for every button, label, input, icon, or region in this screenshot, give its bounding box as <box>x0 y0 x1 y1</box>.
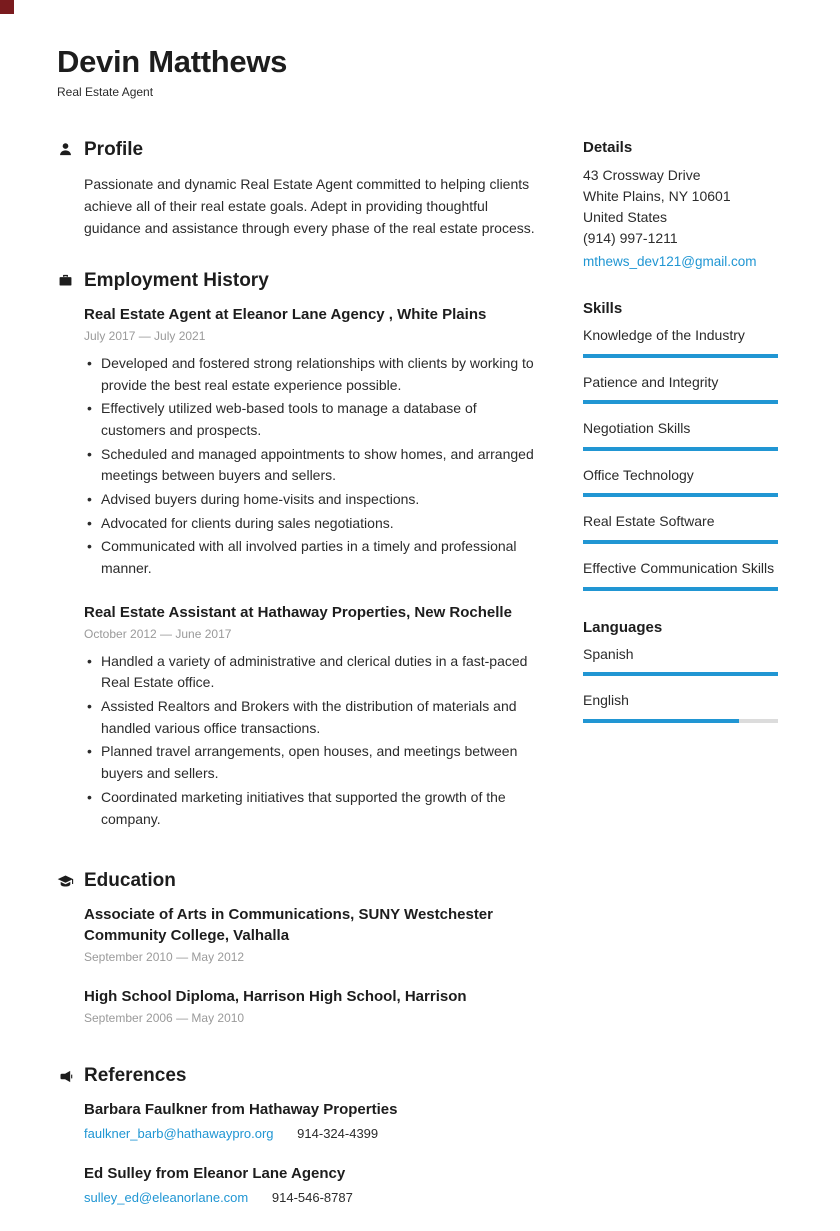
email-link[interactable]: mthews_dev121@gmail.com <box>583 253 757 269</box>
bullet-item: • Communicated with all involved parties in a timely and professional manner. <box>84 536 543 579</box>
language-item <box>583 645 778 677</box>
reference-phone: 914-546-8787 <box>271 1190 353 1206</box>
employment-section <box>57 270 543 830</box>
languages-section <box>583 619 778 723</box>
reference-entry <box>84 1163 543 1205</box>
address-line: White Plains, NY 10601 <box>583 187 731 204</box>
reference-phone: 914-324-4399 <box>297 1126 379 1142</box>
main-column <box>57 139 543 1231</box>
job-dates: July 2017 — July 2021 <box>84 328 206 343</box>
bullet-item: • Handled a variety of administrative and clerical duties in a fast-paced Real Estate office. <box>84 651 543 694</box>
reference-email-link[interactable]: sulley_ed@eleanorlane.com <box>84 1190 249 1206</box>
briefcase-icon <box>57 273 74 288</box>
education-heading: Education <box>84 870 176 892</box>
language-item <box>583 691 778 723</box>
job-title: Real Estate Agent at Eleanor Lane Agency , White Plains <box>84 305 487 323</box>
details-section <box>583 139 778 272</box>
job-entry <box>84 304 543 580</box>
graduation-cap-icon <box>57 873 74 890</box>
bullet-item: • Scheduled and managed appointments to show homes, and arranged meetings between buyers and sellers. <box>84 444 543 487</box>
education-title: Associate of Arts in Communications, SUNY Westchester Community College, Valhalla <box>84 906 493 945</box>
skills-heading: Skills <box>583 299 623 317</box>
skill-item <box>583 512 778 544</box>
skill-label: Real Estate Software <box>583 513 715 530</box>
skill-item <box>583 419 778 451</box>
profile-section <box>57 139 543 240</box>
job-entry <box>84 602 543 831</box>
profile-heading: Profile <box>84 138 144 160</box>
skill-label: Effective Communication Skills <box>583 559 775 576</box>
education-section <box>57 870 543 1025</box>
skill-label: Office Technology <box>583 466 694 483</box>
phone-line: (914) 997-1211 <box>583 230 678 247</box>
bullet-item: • Effectively utilized web-based tools to manage a database of customers and prospects. <box>84 398 543 441</box>
details-heading: Details <box>583 138 633 156</box>
languages-heading: Languages <box>583 618 663 636</box>
skill-meter <box>583 447 778 451</box>
job-dates: October 2012 — June 2017 <box>84 626 232 641</box>
skill-meter <box>583 540 778 544</box>
skill-label: Patience and Integrity <box>583 373 719 390</box>
country-line: United States <box>583 209 668 226</box>
language-meter <box>583 719 778 723</box>
candidate-title: Real Estate Agent <box>57 84 154 99</box>
profile-person-icon <box>57 142 74 157</box>
skill-meter <box>583 493 778 497</box>
reference-entry <box>84 1099 543 1141</box>
skill-item <box>583 466 778 498</box>
language-label: Spanish <box>583 645 634 662</box>
language-meter <box>583 672 778 676</box>
bullet-item: • Coordinated marketing initiatives that supported the growth of the company. <box>84 787 543 830</box>
job-bullet-list <box>84 353 543 580</box>
bullet-item: • Assisted Realtors and Brokers with the distribution of materials and handled various office transactions. <box>84 696 543 739</box>
skill-meter <box>583 587 778 591</box>
brand-corner-mark <box>0 0 14 14</box>
education-entry <box>84 904 543 964</box>
education-dates: September 2010 — May 2012 <box>84 950 245 965</box>
resume-header <box>57 44 778 99</box>
sidebar <box>583 139 778 1231</box>
job-title: Real Estate Assistant at Hathaway Properties, New Rochelle <box>84 603 512 621</box>
skill-meter <box>583 354 778 358</box>
reference-name: Barbara Faulkner from Hathaway Properties <box>84 1101 398 1119</box>
job-bullet-list <box>84 651 543 831</box>
bullet-item: • Advocated for clients during sales negotiations. <box>84 513 543 535</box>
references-section <box>57 1065 543 1205</box>
skill-label: Knowledge of the Industry <box>583 326 745 343</box>
employment-heading: Employment History <box>84 269 269 291</box>
education-dates: September 2006 — May 2010 <box>84 1011 245 1026</box>
language-label: English <box>583 692 629 709</box>
skills-section <box>583 300 778 591</box>
education-entry <box>84 986 543 1025</box>
reference-email-link[interactable]: faulkner_barb@hathawaypro.org <box>84 1126 274 1142</box>
skill-label: Negotiation Skills <box>583 420 691 437</box>
skill-item <box>583 559 778 591</box>
skill-meter <box>583 400 778 404</box>
skill-item <box>583 326 778 358</box>
bullet-item: • Developed and fostered strong relationships with clients by working to provide the best real estate experience possible. <box>84 353 543 396</box>
reference-name: Ed Sulley from Eleanor Lane Agency <box>84 1165 346 1183</box>
megaphone-icon <box>57 1069 74 1084</box>
candidate-name: Devin Matthews <box>57 44 288 79</box>
skill-item <box>583 373 778 405</box>
references-heading: References <box>84 1065 187 1087</box>
bullet-item: • Planned travel arrangements, open houses, and meetings between buyers and sellers. <box>84 741 543 784</box>
address-line: 43 Crossway Drive <box>583 166 701 183</box>
education-title: High School Diploma, Harrison High School, Harrison <box>84 988 467 1006</box>
profile-text: Passionate and dynamic Real Estate Agent committed to helping clients achieve all of their real estate goals. Adept in providing thoughtful guidance and assistance through every phase of the real estate process. <box>84 175 535 237</box>
bullet-item: • Advised buyers during home-visits and inspections. <box>84 489 543 511</box>
